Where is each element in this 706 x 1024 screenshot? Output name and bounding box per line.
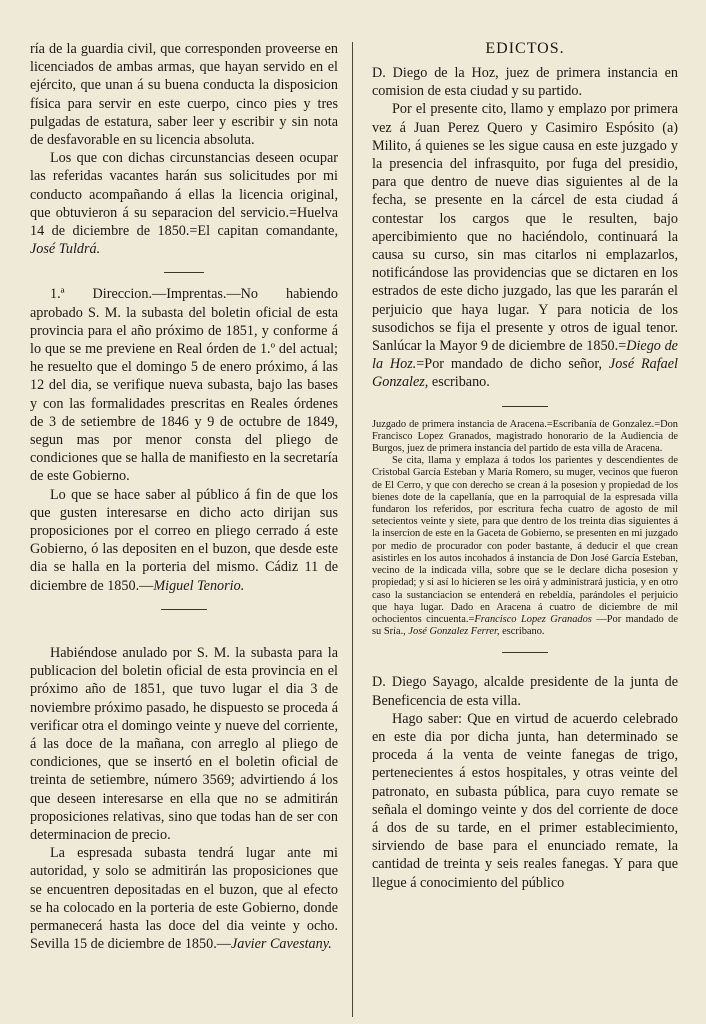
separator-rule — [502, 406, 548, 407]
right-column — [372, 40, 678, 892]
edict-sayago-body: Hago saber: Que en virtud de acuerdo celebrado en este dia por dicha junta, han determinado se proceda á la venta de veinte fanegas de trigo, pertenecientes á estos hospitales, y otras veinte del patronato, en subasta pública, para cuyo remate se señala el domingo veinte y dos del corriente de doce á dos de su tarde, en el primer establecimiento, sirviendo de base para el enunciado remate, la cantidad de treinta y seis reales fanegas. Y para que llegue á conocimiento del público — [372, 710, 678, 891]
separator-rule — [161, 609, 207, 610]
section-title-edictos: EDICTOS. — [485, 40, 565, 57]
signature-gonzalez: José Rafael Gonzalez, — [372, 356, 679, 391]
paragraph-guardia-civil: ría de la guardia civil, que corresponden proveerse en licenciados de ambas armas, que hayan servido en el ejército, que unan á su buena conducta la disposicion física para servir en este cuerpo, cinco pies y tres pulgadas de estatura, saber leer y escribir y sin nota de desfavorable en su licencia absoluta. — [30, 41, 338, 149]
column-divider — [352, 42, 353, 1017]
edict-aracena-body: Se cita, llama y emplaza á todos los parientes y descendientes de Cristobal García Esteban y María Romero, su muger, vecinos que fueron de El Cerro, y que con derecho se crean á la posesion y propiedad de los bienes dote de la capellanía, que en la parroquial de la espresada villa fundaron los referidos, por escritura fecha cuatro de agosto de mil setecientos veinte y siete, para que dentro de los treinta dias siguientes á la insercion de este en la Gaceta de Gobierno, se presenten en mi juzgado por medio de procurador con poder bastante, á deducir el que crean asistirles en los autos incohados á instancia de Don José García Esteban, vecino de la indicada villa, sobre que se le declare dicha posesion y propiedad; y si así lo hicieren se les oirá y administrará justicia, y en otro caso la sustanciacion se entenderá en rebeldía, parándoles el perjuicio que haya lugar. Dado en Aracena á cuatro de diciembre de mil ochocientos cincuenta.=Francisco Lopez Granados —Por mandado de su Sría., José Gonzalez Ferrer, escribano. — [372, 455, 678, 638]
edict-hoz-heading: D. Diego de la Hoz, juez de primera instancia en comision de esta ciudad y su partido. — [372, 65, 678, 100]
paragraph-subasta-anulada: Habiéndose anulado por S. M. la subasta para la publicacion del boletin oficial de esta provincia en el próximo año de 1851, que tuvo lugar el dia 3 de noviembre próximo pasado, he dispuesto se proceda á verificar otra el domingo veinte y nueve del corriente, á las doce de la mañana, con arreglo al pliego de condiciones, que se insertó en el boletin oficial de treinta de setiembre, número 3569; advirtiendo á los que deseen interesarse en ella que no se admitirán proposiciones relativas, sino que todas han de ser con determinacion de precio. — [30, 644, 338, 843]
signature-gonzalez-ferrer: José Gonzalez Ferrer, — [408, 626, 500, 638]
paragraph-cadiz-notice: Lo que se hace saber al público á fin de que los que gusten interesarse en dicho acto dirijan sus proposiciones por el correo en pliego cerrado á este Gobierno, ó las depositen en el buzon, que desde este dia se halla en la porteria del mismo. Cádiz 11 de diciembre de 1850.—Miguel Tenorio. — [30, 486, 338, 594]
paragraph-sevilla-notice: La espresada subasta tendrá lugar ante mi autoridad, y solo se admitirán las proposiciones que se encuentren depositadas en el buzon, que al efecto se ha colocado en la porteria de este Gobierno, donde permanecerá hasta las doce del dia veinte y ocho. Sevilla 15 de diciembre de 1850.—Javier Cavestany. — [30, 845, 338, 953]
edict-sayago-heading: D. Diego Sayago, alcalde presidente de la junta de Beneficencia de esta villa. — [372, 674, 678, 709]
signature-tuldra: José Tuldrá. — [30, 241, 101, 258]
paragraph-imprentas: 1.ª Direccion.—Imprentas.—No habiendo aprobado S. M. la subasta del boletin oficial de esta provincia para el año próximo de 1851, y conforme á lo que se me previene en Real órden de 1.º del actual; he resuelto que el domingo 5 de enero próximo, á las 12 del dia, se verifique nueva subasta, bajo las bases y con las formalidades prescritas en Reales órdenes de 3 de setiembre de 1846 y 9 de octubre de 1849, segun mas por menor consta del pliego de condiciones que se halla de manifiesto en la secretaría de este Gobierno. — [30, 286, 338, 485]
paragraph-vacantes: Los que con dichas circunstancias deseen ocupar las referidas vacantes harán sus solicitudes por mi conducto acompañando á ellas la licencia original, que obtuvieron á su separacion del servicio.=Huelva 14 de diciembre de 1850.=El capitan comandante, José Tuldrá. — [30, 150, 338, 258]
signature-hoz: Diego de la Hoz. — [372, 338, 678, 373]
signature-lopez-granados: Francisco Lopez Granados — [474, 613, 592, 625]
signature-tenorio: Miguel Tenorio. — [153, 577, 245, 594]
separator-rule — [164, 272, 204, 273]
separator-rule — [502, 652, 548, 653]
edict-aracena-heading: Juzgado de primera instancia de Aracena.=Escribanía de Gonzalez.=Don Francisco Lopez Granados, magistrado honorario de la Audiencia de Burgos, juez de primera instancia del partido de esta villa de Aracena. — [372, 418, 678, 455]
left-column — [30, 40, 338, 953]
edict-hoz-body: Por el presente cito, llamo y emplazo por primera vez á Juan Perez Quero y Casimiro Espósito (a) Milito, á quienes se les sigue causa en este juzgado y la presencia del infrasquito, por fuga del presidio, para que dentro de nueve dias siguientes al de la fecha, se presente en la cárcel de esta ciudad á contestar los cargos que le resulten, bajo apercibimiento que no haciéndolo, continuará la causa su curso, sin mas citarlos ni emplazarlos, notificándose las providencias que se dictaren en los estrados de este dicho juzgado, las que les pararán el perjuicio que haya lugar. Y para noticia de los susodichos se fija el presente y otros de igual tenor. Sanlúcar la Mayor 9 de diciembre de 1850.=Diego de la Hoz.=Por mandado de dicho señor, José Rafael Gonzalez, escribano. — [372, 101, 679, 391]
signature-cavestany: Javier Cavestany. — [230, 936, 332, 953]
